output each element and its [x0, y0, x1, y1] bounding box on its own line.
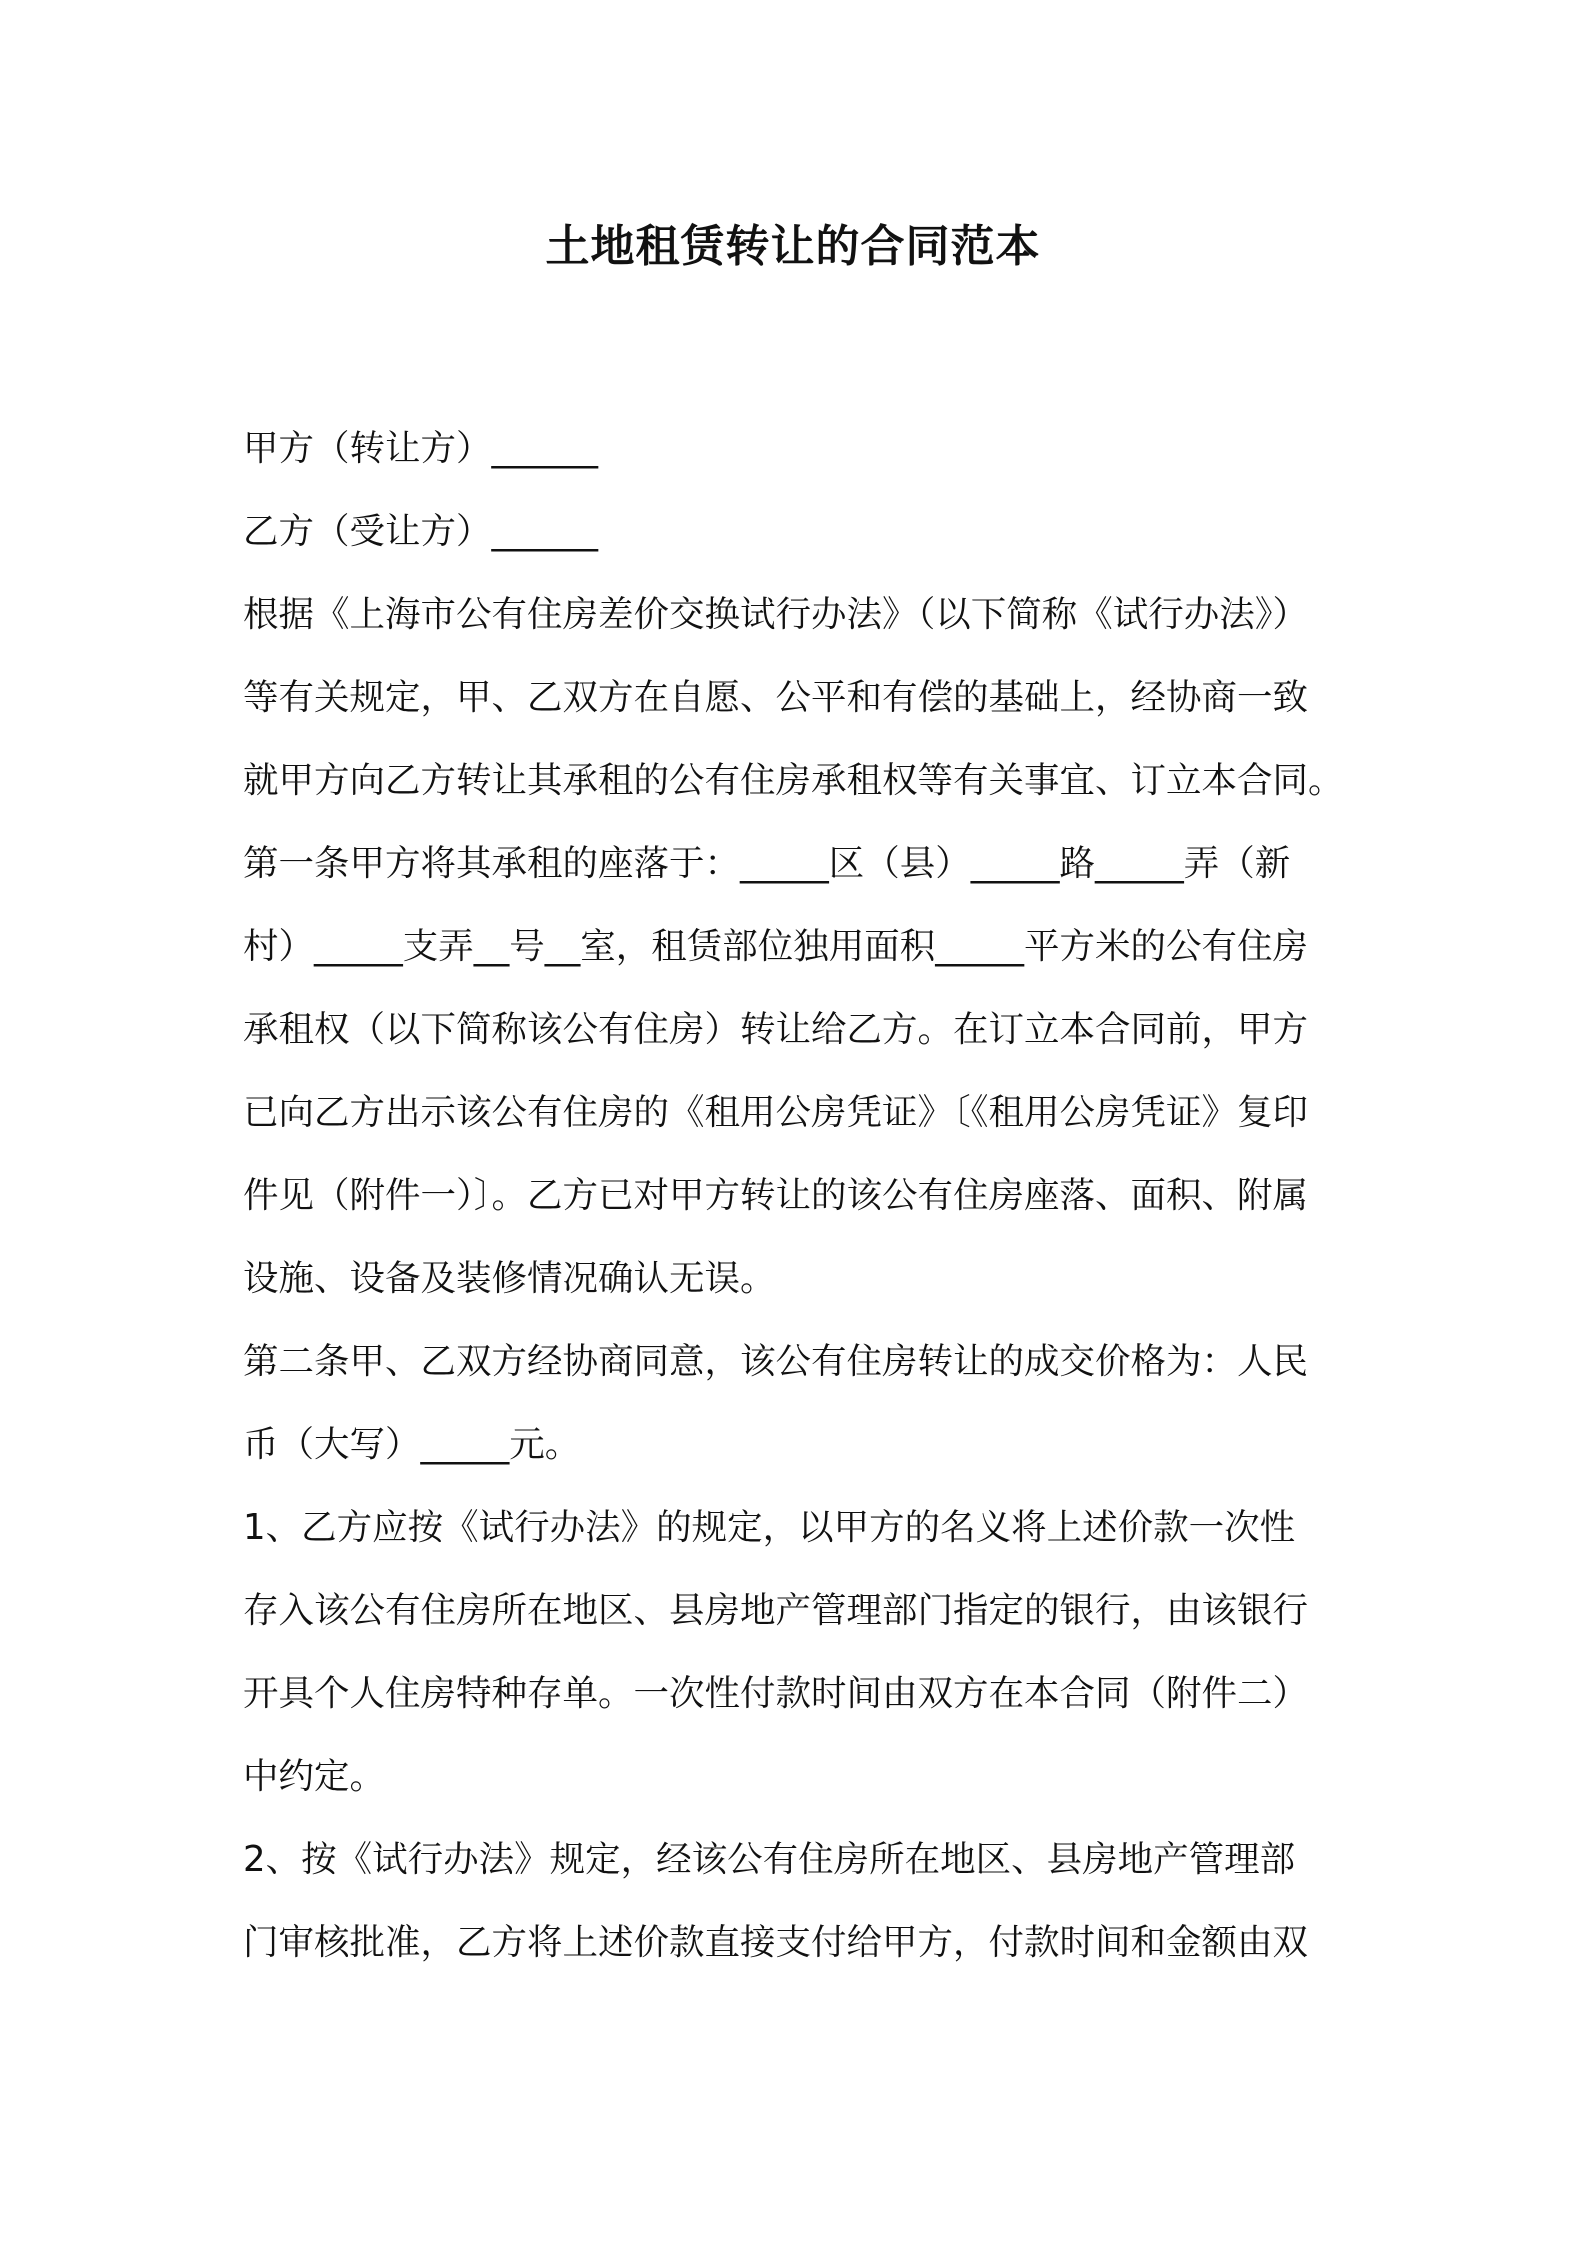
article-1-line-1: 第一条甲方将其承租的座落于：_____区（县）_____路_____弄（新 [243, 843, 1291, 884]
article-1-line-2: 村）_____支弄__号__室，租赁部位独用面积_____平方米的公有住房 [243, 926, 1309, 967]
document-body [243, 407, 1363, 1984]
preamble-line-2: 等有关规定，甲、乙双方在自愿、公平和有偿的基础上，经协商一致 [243, 677, 1309, 718]
party-a-line: 甲方（转让方）______ [243, 428, 599, 469]
clause-1-line-4: 中约定。 [243, 1756, 386, 1797]
article-1-line-5: 件见（附件一）〕。乙方已对甲方转让的该公有住房座落、面积、附属 [243, 1175, 1309, 1216]
clause-1-line-1: 1、乙方应按《试行办法》的规定，以甲方的名义将上述价款一次性 [243, 1507, 1296, 1548]
clause-2-line-2: 门审核批准，乙方将上述价款直接支付给甲方，付款时间和金额由双 [243, 1922, 1309, 1963]
article-2-line-2: 币（大写）_____元。 [243, 1424, 581, 1465]
article-1-line-6: 设施、设备及装修情况确认无误。 [243, 1258, 776, 1299]
article-1-line-3: 承租权（以下简称该公有住房）转让给乙方。在订立本合同前，甲方 [243, 1009, 1309, 1050]
preamble-line-3: 就甲方向乙方转让其承租的公有住房承租权等有关事宜、订立本合同。 [243, 760, 1344, 801]
clause-1-line-2: 存入该公有住房所在地区、县房地产管理部门指定的银行，由该银行 [243, 1590, 1309, 1631]
document-title: 土地租赁转让的合同范本 [545, 221, 1041, 272]
article-1-line-4: 已向乙方出示该公有住房的《租用公房凭证》〔《租用公房凭证》复印 [243, 1092, 1309, 1133]
party-b-line: 乙方（受让方）______ [243, 511, 599, 552]
clause-1-line-3: 开具个人住房特种存单。一次性付款时间由双方在本合同（附件二） [243, 1673, 1309, 1714]
article-2-line-1: 第二条甲、乙双方经协商同意，该公有住房转让的成交价格为：人民 [243, 1341, 1309, 1382]
preamble-line-1: 根据《上海市公有住房差价交换试行办法》（以下简称《试行办法》） [243, 594, 1309, 635]
clause-2-line-1: 2、按《试行办法》规定，经该公有住房所在地区、县房地产管理部 [243, 1839, 1296, 1880]
